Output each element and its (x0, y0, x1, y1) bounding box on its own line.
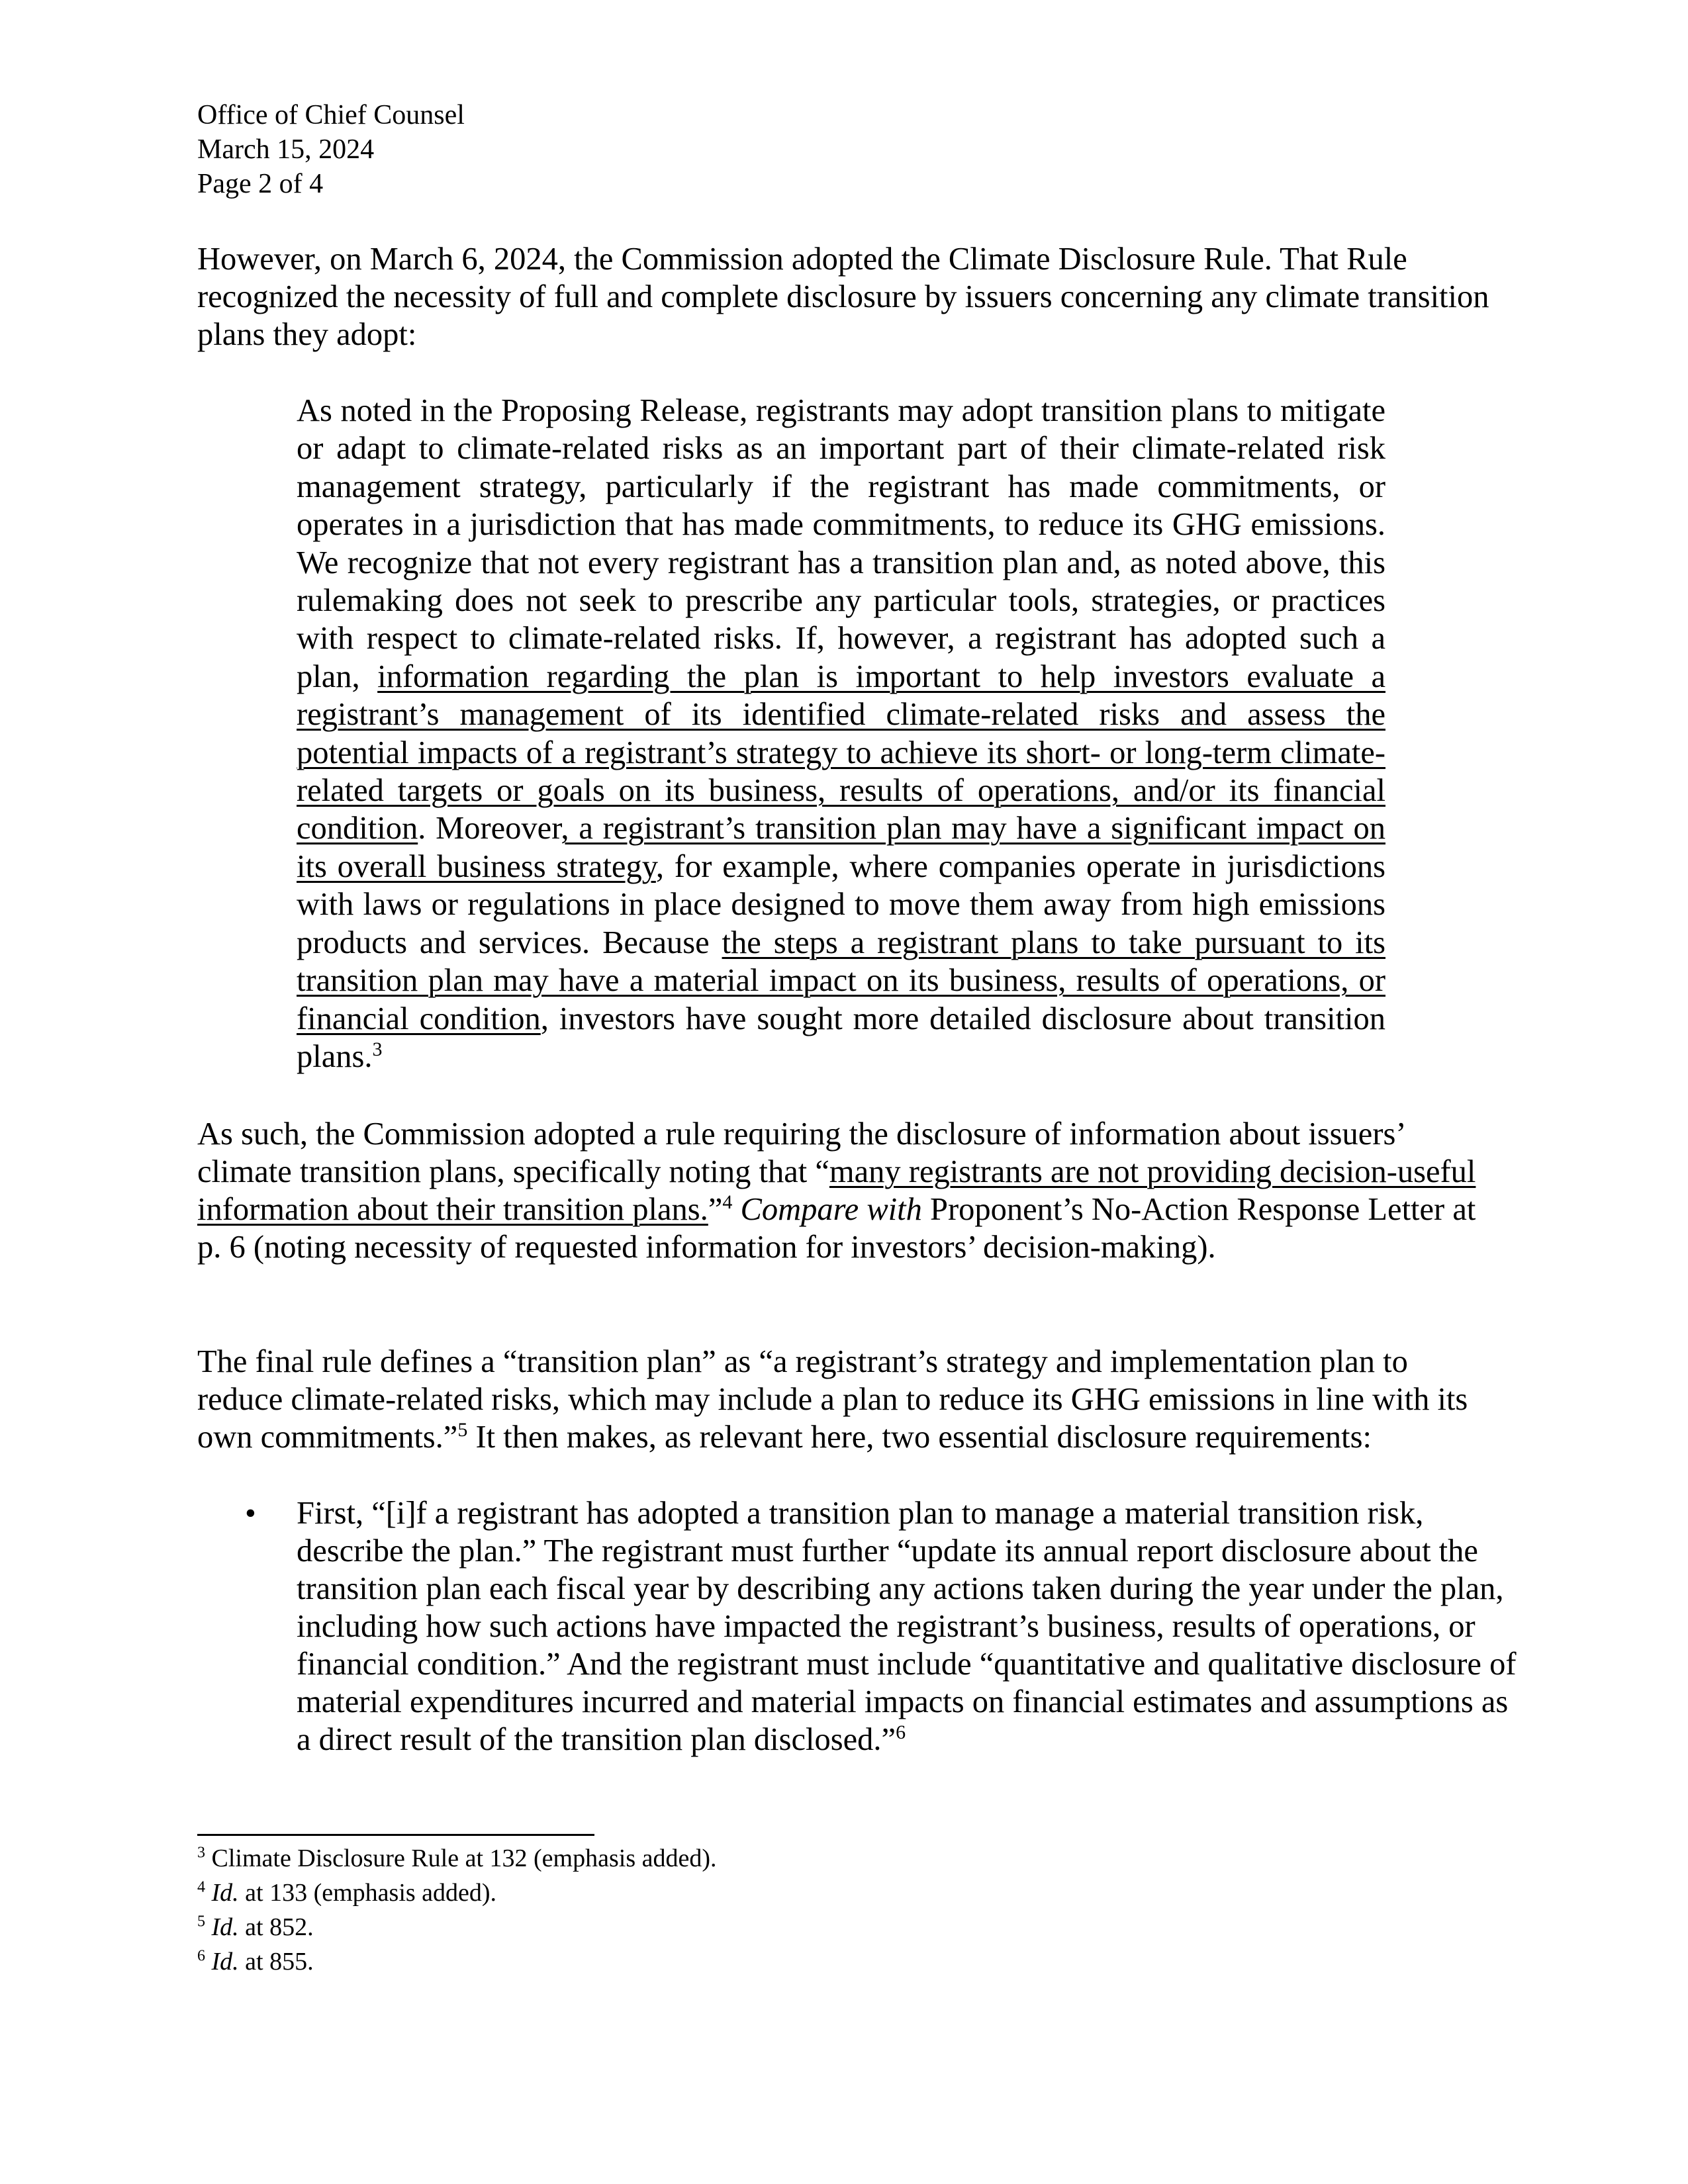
footnote (197, 1876, 717, 1910)
paragraph-italic-text: Compare with (740, 1192, 922, 1227)
footnote-text: at 855. (238, 1948, 314, 1976)
footnote (197, 1944, 717, 1979)
footnote-text: at 852. (238, 1913, 314, 1941)
bullet-icon: • (245, 1496, 256, 1531)
paragraph-underlined-text: many registrants are not providing decision-useful information about their transition plans. (197, 1154, 1476, 1227)
footnote-divider (197, 1834, 594, 1836)
footnote (197, 1910, 717, 1944)
footnote-number: 4 (197, 1878, 205, 1896)
paragraph-rule-requirement (197, 1115, 1495, 1266)
quote-underlined-text: the steps a registrant plans to take pursuant to its transition plan may have a material impact on its business, results of operations, or financial condition (297, 925, 1385, 1036)
bullet-text (297, 1494, 1518, 1758)
paragraph-adoption: However, on March 6, 2024, the Commission adopted the Climate Disclosure Rule. That Rule recognized the necessity of full and complete disclosure by issuers concerning any climate transition plans they adopt: (197, 242, 1489, 352)
footnote-italic: Id. (211, 1948, 239, 1976)
block-quote (297, 392, 1385, 1075)
quote-text: , for example, where companies operate in jurisdictions with laws or regulations in place designed to move them away from high emissions products and services. Because (297, 848, 1386, 960)
quote-text: . Moreover (418, 811, 561, 846)
footnote-text: Climate Disclosure Rule at 132 (emphasis added). (205, 1844, 717, 1872)
bullet-body: First, “[i]f a registrant has adopted a transition plan to manage a material transition risk, describe the plan.” The registrant must further “update its annual report disclosure about the transition plan each fiscal year by describing any actions taken during the year under the plan, including how such actions have impacted the registrant’s business, results of operations, or financial condition.” And the registrant must include “quantitative and qualitative disclosure of material expenditures incurred and material impacts on financial estimates and assumptions as a direct result of the transition plan disclosed.” (297, 1496, 1517, 1757)
footnote-number: 6 (197, 1947, 205, 1965)
paragraph-text: The final rule defines a “transition plan” as “a registrant’s strategy and implementation plan to reduce climate-related risks, which may include a plan to reduce its GHG emissions in line with its own commitments.” (197, 1344, 1468, 1455)
paragraph-text: It then makes, as relevant here, two essential disclosure requirements: (467, 1420, 1372, 1455)
header-office: Office of Chief Counsel (197, 100, 465, 130)
header-date: March 15, 2024 (197, 134, 375, 165)
footnote (197, 1841, 717, 1876)
paragraph-text: Proponent’s No-Action Response Letter at p. 6 (noting necessity of requested information for investors’ decision-making). (197, 1192, 1476, 1265)
paragraph-text: ” (708, 1192, 723, 1227)
header-page-number: Page 2 of 4 (197, 169, 324, 199)
footnote-italic: Id. (211, 1879, 239, 1907)
footnote-reference: 6 (896, 1721, 906, 1743)
letter-header (197, 98, 465, 201)
footnote-number: 5 (197, 1913, 205, 1931)
quote-text: , investors have sought more detailed disclosure about transition plans. (297, 1001, 1386, 1074)
footnote-reference: 3 (372, 1038, 383, 1060)
quote-underlined-text: , a registrant’s transition plan may have a significant impact on its overall business strategy (297, 811, 1385, 884)
footnote-reference: 5 (457, 1418, 468, 1441)
footnote-reference: 4 (722, 1191, 733, 1213)
footnote-text: at 133 (emphasis added). (238, 1879, 497, 1907)
footnote-italic: Id. (211, 1913, 239, 1941)
footnote-number: 3 (197, 1844, 205, 1862)
paragraph-text: As such, the Commission adopted a rule requiring the disclosure of information about issuers’ climate transition plans, specifically noting that “ (197, 1116, 1404, 1189)
footnotes (197, 1841, 717, 1979)
paragraph-definition (197, 1343, 1495, 1456)
quote-underlined-text: information regarding the plan is important to help investors evaluate a registrant’s management of its identified climate-related risks and assess the potential impacts of a registrant’s strategy to achieve its short- or long-term climate-related targets or goals on its business, results of operations, and/or its financial condition (297, 659, 1385, 846)
quote-text: As noted in the Proposing Release, registrants may adopt transition plans to mitigate or adapt to climate-related risks as an important part of their climate-related risk management strategy, particularly if the registrant has made commitments, or operates in a jurisdiction that has made commitments, to reduce its GHG emissions. We recognize that not every registrant has a transition plan and, as noted above, this rulemaking does not seek to prescribe any particular tools, strategies, or practices with respect to climate-related risks. If, however, a registrant has adopted such a plan, (297, 393, 1385, 694)
